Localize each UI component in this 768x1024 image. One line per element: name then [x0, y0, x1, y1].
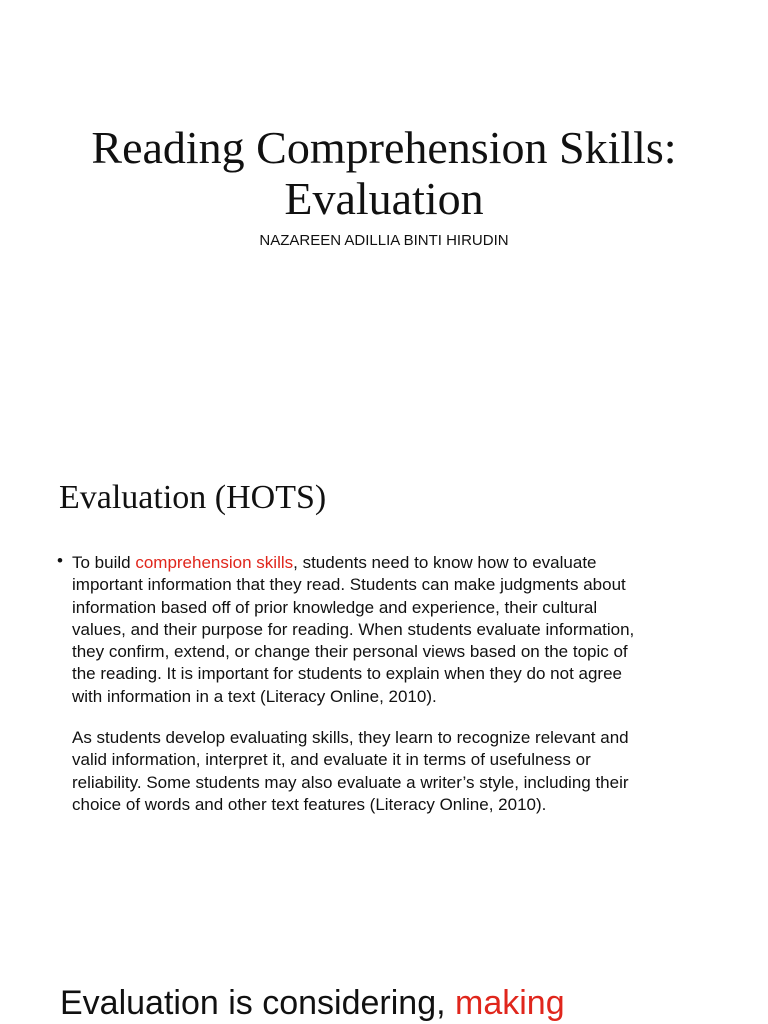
paragraph-line: they confirm, extend, or change their personal views based on the topic of [72, 642, 628, 662]
paragraph-line: with information in a text (Literacy Online, 2010). [72, 686, 437, 706]
partial-slide [0, 960, 768, 1024]
text-segment: To build [72, 553, 136, 572]
paragraph-2 [72, 727, 712, 816]
paragraph-line: important information that they read. Students can make judgments about [72, 575, 626, 595]
content-slide [0, 440, 768, 860]
paragraph-line: information based off of prior knowledge and experience, their cultural [72, 597, 598, 617]
slide-heading: Evaluation (HOTS) [59, 479, 327, 516]
paragraph-1 [72, 552, 712, 708]
text-segment: Evaluation is considering, [60, 984, 456, 1022]
bullet-icon: • [57, 551, 63, 570]
paragraph-line: valid information, interpret it, and evaluate it in terms of usefulness or [72, 750, 591, 770]
paragraph-line: reliability. Some students may also evaluate a writer’s style, including their [72, 772, 629, 792]
highlighted-term: making [455, 984, 565, 1022]
paragraph-line: values, and their purpose for reading. When students evaluate information, [72, 619, 635, 639]
paragraph-line: choice of words and other text features (Literacy Online, 2010). [72, 794, 547, 814]
title-slide [0, 0, 768, 290]
highlighted-term: comprehension skills [135, 553, 294, 572]
paragraph-line [72, 552, 712, 574]
slide-heading [60, 983, 565, 1023]
paragraph-line: the reading. It is important for students to explain when they do not agree [72, 664, 623, 684]
slide-title-line-2: Evaluation [284, 173, 484, 224]
slide-title-line-1: Reading Comprehension Skills: [91, 122, 677, 173]
paragraph-line: As students develop evaluating skills, they learn to recognize relevant and [72, 728, 629, 747]
author-name: NAZAREEN ADILLIA BINTI HIRUDIN [259, 232, 509, 249]
text-segment: , students need to know how to evaluate [293, 553, 597, 572]
